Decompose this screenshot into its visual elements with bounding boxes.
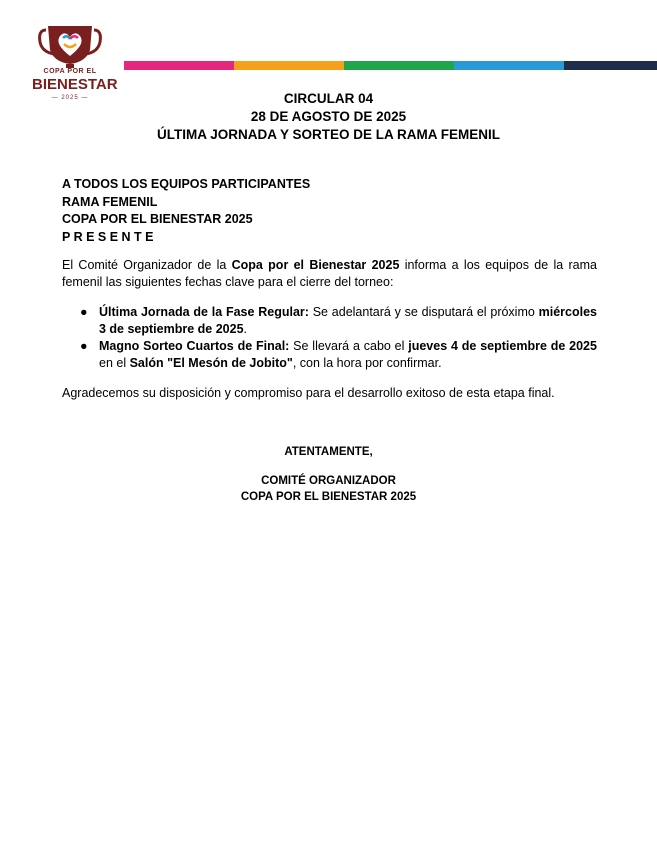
stripe-segment-orange (234, 61, 344, 70)
stripe-segment-green (344, 61, 454, 70)
color-stripe (124, 61, 657, 70)
signature-line-2: COPA POR EL BIENESTAR 2025 (240, 491, 417, 503)
bullet-icon: ● (80, 305, 88, 319)
addressee-line: RAMA FEMENIL (62, 194, 158, 209)
stripe-segment-pink (124, 61, 234, 70)
stripe-segment-blue (454, 61, 564, 70)
logo-line-2: BIENESTAR (32, 76, 118, 93)
circular-date: 28 DE AGOSTO DE 2025 (250, 109, 407, 124)
intro-paragraph: El Comité Organizador de la Copa por el Bienestar 2025 informa a los equipos de la rama femenil las siguientes fechas clave para el cierre del torneo: (62, 258, 597, 289)
list-item: ● Magno Sorteo Cuartos de Final: Se llevará a cabo el jueves 4 de septiembre de 2025 en el Salón "El Mesón de Jobito", con la hora por confirmar. (80, 339, 597, 370)
signature-greeting: ATENTAMENTE, (284, 446, 373, 458)
key-dates-list (62, 304, 597, 372)
logo-line-1: COPA POR EL (43, 68, 97, 75)
addressee-line: A TODOS LOS EQUIPOS PARTICIPANTES (62, 177, 311, 191)
circular-number: CIRCULAR 04 (283, 91, 374, 106)
addressee-line: P R E S E N T E (62, 229, 154, 244)
bullet-icon: ● (80, 339, 88, 353)
closing-paragraph: Agradecemos su disposición y compromiso para el desarrollo exitoso de esta etapa final. (62, 386, 555, 400)
addressee-block (62, 176, 310, 246)
list-item: ● Última Jornada de la Fase Regular: Se adelantará y se disputará el próximo miércoles 3 de septiembre de 2025. (80, 305, 597, 336)
signature-line-1: COMITÉ ORGANIZADOR (261, 475, 396, 487)
stripe-segment-navy (564, 61, 657, 70)
addressee-line: COPA POR EL BIENESTAR 2025 (62, 212, 253, 226)
logo-line-3: — 2025 — (51, 95, 89, 101)
circular-subject: ÚLTIMA JORNADA Y SORTEO DE LA RAMA FEMENIL (156, 127, 500, 142)
